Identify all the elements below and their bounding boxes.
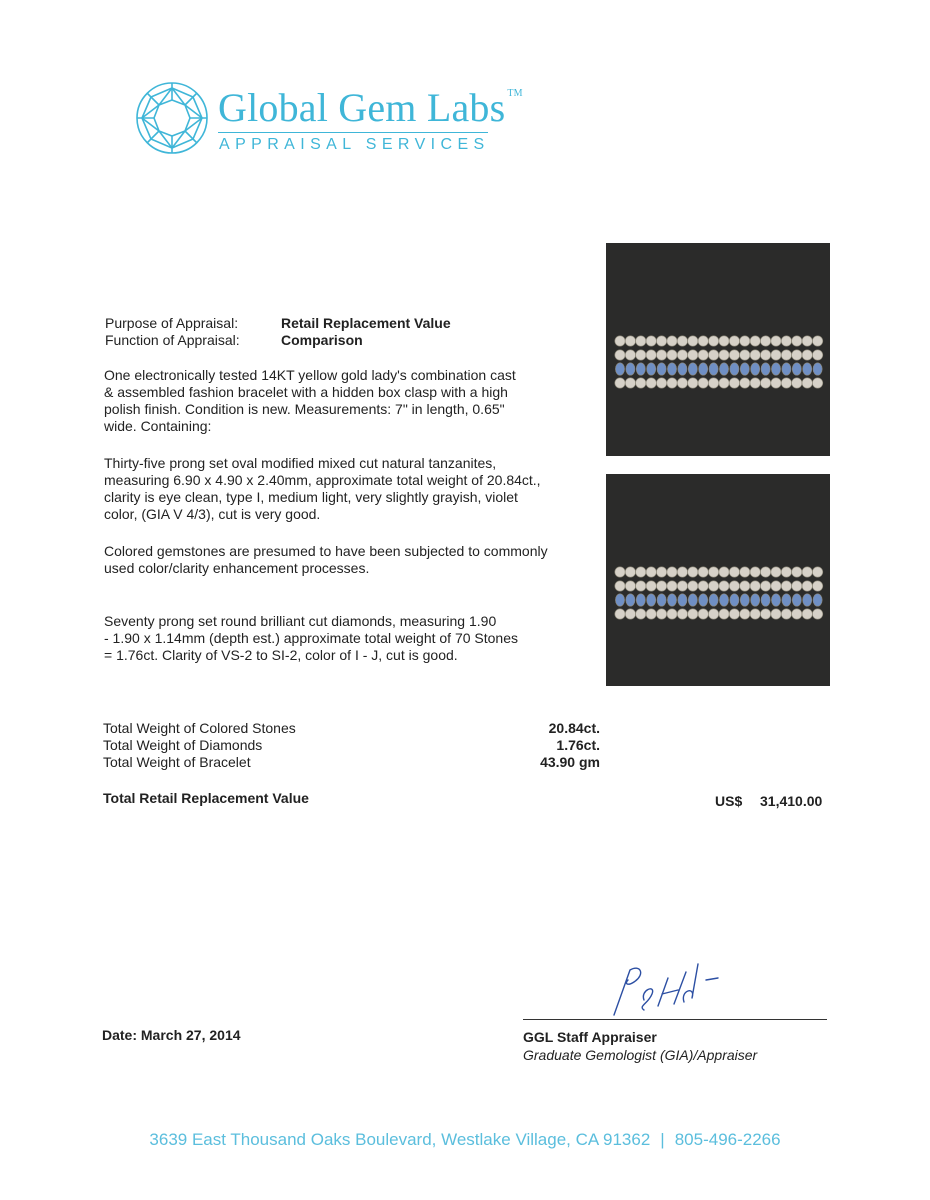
diamond-stone [656,567,666,577]
diamond-stone [771,336,781,346]
diamond-stone [698,378,708,388]
diamond-stone [729,350,739,360]
diamond-stone [802,581,812,591]
diamond-stone [646,336,656,346]
tanzanite-stone [803,594,812,606]
brand-name-text: Global Gem Labs [218,85,506,130]
purpose-value: Retail Replacement Value [281,315,451,331]
diamond-stone [740,581,750,591]
diamond-stone [625,336,635,346]
diamond-stone [802,609,812,619]
diamond-stone [625,350,635,360]
diamond-stone [781,581,791,591]
diamond-stone [667,581,677,591]
tanzanite-description [104,455,589,523]
tanzanite-stone [751,363,760,375]
appraisal-date: Date: March 27, 2014 [102,1027,241,1043]
footer-contact [0,1130,930,1150]
purpose-label: Purpose of Appraisal: [105,315,239,331]
trademark-mark: TM [507,88,523,99]
tanzanite-stone [782,594,791,606]
diamond-stone [646,567,656,577]
tanzanite-stone [730,363,739,375]
diamond-stone [719,378,729,388]
tanzanite-stone [636,594,645,606]
diamond-stone [677,350,687,360]
diamond-stone [729,567,739,577]
diamond-stone [667,378,677,388]
function-label: Function of Appraisal: [105,332,240,348]
colored-stones-label: Total Weight of Colored Stones [103,720,296,736]
diamond-stone [792,581,802,591]
diamond-stone [812,581,822,591]
brand-name [218,84,523,131]
diamond-stone [688,378,698,388]
text-line: = 1.76ct. Clarity of VS-2 to SI-2, color of I - J, cut is good. [104,647,458,663]
tanzanite-stone [761,594,770,606]
diamond-stone [750,609,760,619]
diamond-stone [760,336,770,346]
text-line: polish finish. Condition is new. Measurements: 7" in length, 0.65" [104,401,505,417]
diamond-stone [719,609,729,619]
diamonds-label: Total Weight of Diamonds [103,737,263,753]
function-value: Comparison [281,332,363,348]
diamond-stone [740,350,750,360]
text-line: Seventy prong set round brilliant cut diamonds, measuring 1.90 [104,613,497,629]
diamond-stone [698,609,708,619]
treatment-disclosure [104,543,589,577]
diamond-stone [677,336,687,346]
diamond-stone [812,336,822,346]
bracelet-weight-value: 43.90 gm [540,754,600,770]
text-line: Colored gemstones are presumed to have been subjected to commonly [104,543,548,559]
diamond-stone [792,567,802,577]
diamond-stone [750,336,760,346]
currency-label: US$ [715,793,743,809]
tanzanite-stone [626,363,635,375]
diamond-stone [698,336,708,346]
diamond-stone [719,336,729,346]
text-line: color, (GIA V 4/3), cut is very good. [104,506,321,522]
tanzanite-stone [792,594,801,606]
tanzanite-stone [647,363,656,375]
diamond-stone [750,350,760,360]
diamond-stone [729,336,739,346]
tanzanite-stone [740,594,749,606]
bracelet-weight-label: Total Weight of Bracelet [103,754,251,770]
tanzanite-stone [615,363,624,375]
diamond-stone [636,609,646,619]
diamond-stone [625,581,635,591]
diamond-stone [771,350,781,360]
diamond-stone [802,567,812,577]
tanzanite-stone [615,594,624,606]
diamond-stone [677,581,687,591]
bracelet-photo-bottom [606,474,830,686]
diamond-stone [729,581,739,591]
diamond-stone [771,609,781,619]
text-line: used color/clarity enhancement processes. [104,560,370,576]
diamond-stone [625,567,635,577]
diamond-stone [688,609,698,619]
tanzanite-stone [678,594,687,606]
diamond-stone [781,567,791,577]
tanzanite-stone [740,363,749,375]
diamond-stone [812,567,822,577]
tanzanite-stone [626,594,635,606]
diamond-stone [656,378,666,388]
diamond-stone [615,350,625,360]
text-line: measuring 6.90 x 4.90 x 2.40mm, approximate total weight of 20.84ct., [104,472,541,488]
tanzanite-stone [792,363,801,375]
diamond-stone [688,350,698,360]
diamond-stone [760,581,770,591]
tanzanite-stone [771,363,780,375]
text-line: & assembled fashion bracelet with a hidden box clasp with a high [104,384,508,400]
tanzanite-stone [699,363,708,375]
footer-address: 3639 East Thousand Oaks Boulevard, Westlake Village, CA 91362 [149,1130,651,1149]
appraiser-title: GGL Staff Appraiser [523,1029,657,1045]
diamond-stone [625,609,635,619]
tanzanite-stone [709,363,718,375]
diamond-stone [677,609,687,619]
diamond-stone [688,567,698,577]
tanzanite-stone [813,594,822,606]
diamond-stone [636,350,646,360]
diamond-stone [729,378,739,388]
gem-logo-icon [134,80,210,156]
tanzanite-stone [813,363,822,375]
diamond-stone [760,567,770,577]
diamond-stone [802,336,812,346]
text-line: One electronically tested 14KT yellow gold lady's combination cast [104,367,516,383]
tanzanite-stone [657,594,666,606]
diamond-stone [698,581,708,591]
bracelet-photo-top [606,243,830,456]
footer-phone: 805-496-2266 [674,1130,781,1149]
diamond-stone [740,378,750,388]
diamond-stone [750,567,760,577]
diamond-stone [792,378,802,388]
diamond-stone [615,336,625,346]
diamond-stone [636,581,646,591]
tanzanite-stone [761,363,770,375]
text-line: wide. Containing: [104,418,212,434]
diamond-stone [802,378,812,388]
diamond-stone [636,336,646,346]
bracelet-image [606,243,830,456]
diamond-stone [771,581,781,591]
diamond-stone [760,609,770,619]
diamond-stone [812,378,822,388]
tanzanite-stone [771,594,780,606]
item-description [104,367,589,435]
diamond-stone [781,336,791,346]
diamond-stone [750,581,760,591]
diamond-stone [646,609,656,619]
diamond-stone [625,378,635,388]
diamond-stone [667,350,677,360]
diamond-stone [667,567,677,577]
tanzanite-stone [751,594,760,606]
diamond-stone [615,378,625,388]
diamond-stone [667,609,677,619]
tanzanite-stone [667,363,676,375]
diamond-stone [708,336,718,346]
diamond-stone [781,350,791,360]
diamond-stone [646,350,656,360]
diamond-stone [719,350,729,360]
retail-value-label: Total Retail Replacement Value [103,790,309,806]
diamond-stone [656,336,666,346]
diamond-stone [750,378,760,388]
tanzanite-stone [678,363,687,375]
tanzanite-stone [709,594,718,606]
tanzanite-stone [719,594,728,606]
diamond-stone [771,567,781,577]
diamond-stone [636,378,646,388]
tanzanite-stone [803,363,812,375]
diamond-stone [708,378,718,388]
brand-divider [218,132,488,133]
tanzanite-stone [636,363,645,375]
tanzanite-stone [667,594,676,606]
text-line: clarity is eye clean, type I, medium light, very slightly grayish, violet [104,489,518,505]
diamonds-value: 1.76ct. [556,737,600,753]
diamond-stone [708,567,718,577]
tanzanite-stone [782,363,791,375]
diamond-stone [615,609,625,619]
diamond-stone [771,378,781,388]
diamond-stone [740,336,750,346]
diamond-stone [781,609,791,619]
diamond-stone [802,350,812,360]
signature-line [523,1019,827,1020]
diamond-stone [708,609,718,619]
tanzanite-stone [657,363,666,375]
diamond-stone [792,609,802,619]
tanzanite-stone [647,594,656,606]
diamond-stone [760,350,770,360]
brand-subtitle: APPRAISAL SERVICES [219,136,490,153]
footer-separator: | [660,1130,665,1149]
diamond-stone [615,581,625,591]
diamond-stone [719,581,729,591]
diamond-stone [719,567,729,577]
diamond-stone [708,581,718,591]
diamond-stone [656,350,666,360]
bracelet-image [606,474,830,686]
diamond-stone [729,609,739,619]
diamond-stone [781,378,791,388]
diamond-stone [740,609,750,619]
diamond-stone [646,581,656,591]
diamond-description [104,613,589,664]
diamond-stone [656,581,666,591]
tanzanite-stone [688,363,697,375]
diamond-stone [677,378,687,388]
appraiser-credential: Graduate Gemologist (GIA)/Appraiser [523,1047,758,1063]
tanzanite-stone [688,594,697,606]
tanzanite-stone [719,363,728,375]
diamond-stone [656,609,666,619]
text-line: Thirty-five prong set oval modified mixed cut natural tanzanites, [104,455,497,471]
diamond-stone [615,567,625,577]
diamond-stone [698,350,708,360]
diamond-stone [636,567,646,577]
handwritten-signature [600,960,730,1020]
colored-stones-value: 20.84ct. [548,720,600,736]
diamond-stone [792,336,802,346]
diamond-stone [792,350,802,360]
diamond-stone [677,567,687,577]
diamond-stone [646,378,656,388]
diamond-stone [760,378,770,388]
diamond-stone [698,567,708,577]
tanzanite-stone [699,594,708,606]
tanzanite-stone [730,594,739,606]
diamond-stone [812,609,822,619]
diamond-stone [667,336,677,346]
diamond-stone [740,567,750,577]
text-line: - 1.90 x 1.14mm (depth est.) approximate total weight of 70 Stones [104,630,518,646]
diamond-stone [688,581,698,591]
retail-value-amount: 31,410.00 [760,793,823,809]
diamond-stone [688,336,698,346]
diamond-stone [812,350,822,360]
diamond-stone [708,350,718,360]
